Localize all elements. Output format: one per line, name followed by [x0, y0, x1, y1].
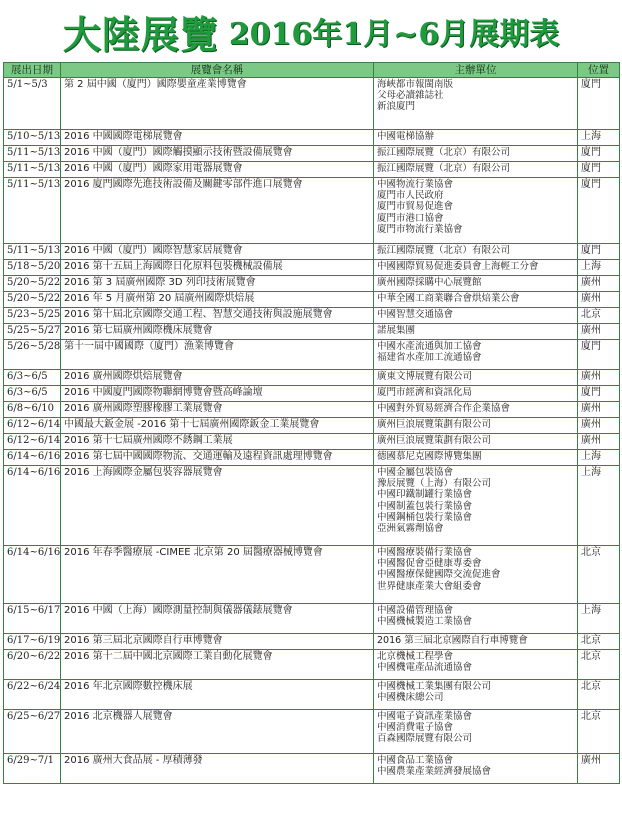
organizer-line: 中國農業產業經濟發展協會 [377, 766, 492, 778]
row-exhibition-name: 2016 第十屆北京國際交通工程、智慧交通技術與設施展覽會 [61, 308, 374, 324]
row-exhibition-name: 2016 第七屆廣州國際機床展覽會 [61, 324, 374, 340]
row-date: 6/12~6/14 [4, 418, 61, 434]
row-exhibition-name: 2016 廣州大食品展 - 厚積薄發 [61, 754, 374, 784]
row-location: 上海 [578, 466, 620, 546]
row-organizer [374, 634, 578, 650]
exhibition-table [3, 62, 620, 784]
organizer-line: 新浪廈門 [377, 101, 416, 113]
row-location: 北京 [578, 710, 620, 754]
page-title [0, 2, 622, 60]
row-exhibition-name: 2016 第十七屆廣州國際不銹鋼工業展 [61, 434, 374, 450]
table-row [4, 402, 620, 418]
row-organizer [374, 650, 578, 680]
row-date: 6/15~6/17 [4, 604, 61, 634]
header-loc: 位置 [578, 63, 620, 78]
row-date: 6/25~6/27 [4, 710, 61, 754]
row-organizer [374, 370, 578, 386]
row-organizer [374, 710, 578, 754]
row-organizer [374, 146, 578, 162]
table-row [4, 178, 620, 244]
organizer-line: 廣東文博展覽有限公司 [377, 371, 473, 382]
table-row [4, 292, 620, 308]
table-row [4, 308, 620, 324]
row-date: 5/11~5/13 [4, 162, 61, 178]
table-header-row [4, 63, 620, 78]
table-row [4, 604, 620, 634]
table-row [4, 244, 620, 260]
organizer-line: 海峽都市報閩南版 [377, 79, 454, 90]
row-date: 5/26~5/28 [4, 340, 61, 370]
organizer-line: 諾展集團 [377, 325, 416, 336]
table-row [4, 130, 620, 146]
table-row [4, 466, 620, 546]
row-date: 6/14~6/16 [4, 450, 61, 466]
organizer-line: 中國鋼桶包裝行業協會 [377, 511, 473, 523]
row-exhibition-name: 2016 中國國際電梯展覽會 [61, 130, 374, 146]
table-body [4, 78, 620, 784]
row-location: 廣州 [578, 370, 620, 386]
header-name: 展覽會名稱 [61, 63, 374, 78]
row-exhibition-name: 第 2 屆中國（廈門）國際嬰童產業博覽會 [61, 78, 374, 130]
row-date: 5/11~5/13 [4, 244, 61, 260]
row-date: 5/20~5/22 [4, 292, 61, 308]
row-exhibition-name: 2016 第十五屆上海國際日化原料包裝機械設備展 [61, 260, 374, 276]
row-date: 6/14~6/16 [4, 466, 61, 546]
table-row [4, 634, 620, 650]
organizer-line: 亞洲氣霧劑協會 [377, 523, 444, 535]
table-row [4, 340, 620, 370]
row-exhibition-name: 2016 廣州國際烘焙展覽會 [61, 370, 374, 386]
table-row [4, 370, 620, 386]
row-organizer [374, 450, 578, 466]
row-location: 北京 [578, 546, 620, 604]
table-row [4, 450, 620, 466]
row-exhibition-name: 2016 中國（廈門）國際家用電器展覽會 [61, 162, 374, 178]
row-exhibition-name: 2016 年北京國際數控機床展 [61, 680, 374, 710]
table-row [4, 680, 620, 710]
row-organizer [374, 244, 578, 260]
row-location: 上海 [578, 260, 620, 276]
row-exhibition-name: 2016 廣州國際塑膠橡膠工業展覽會 [61, 402, 374, 418]
row-organizer [374, 78, 578, 130]
row-exhibition-name: 第十一屆中國國際（廈門）漁業博覽會 [61, 340, 374, 370]
row-location: 廈門 [578, 386, 620, 402]
organizer-line: 振江國際展覽（北京）有限公司 [377, 147, 511, 158]
row-organizer [374, 680, 578, 710]
row-location: 上海 [578, 604, 620, 634]
row-location: 廈門 [578, 178, 620, 244]
row-location: 廣州 [578, 292, 620, 308]
organizer-line: 中國食品工業協會 [377, 755, 454, 766]
organizer-line: 中國物流行業協會 [377, 179, 454, 190]
organizer-line: 中國設備管理協會 [377, 605, 454, 616]
row-date: 5/1~5/3 [4, 78, 61, 130]
organizer-line: 中國醫療裝備行業協會 [377, 547, 473, 558]
organizer-line: 廈門市人民政府 [377, 190, 444, 202]
table-row [4, 260, 620, 276]
row-date: 5/23~5/25 [4, 308, 61, 324]
row-location: 廣州 [578, 754, 620, 784]
row-date: 6/29~7/1 [4, 754, 61, 784]
row-location: 廈門 [578, 244, 620, 260]
row-location: 廣州 [578, 418, 620, 434]
organizer-line: 中國水產流通與加工協會 [377, 341, 482, 352]
table-row [4, 162, 620, 178]
organizer-line: 中國機械工業集團有限公司 [377, 681, 492, 692]
organizer-line: 廈門市貿易促進會 [377, 201, 454, 213]
organizer-line: 豫辰展覽（上海）有限公司 [377, 478, 492, 490]
row-date: 6/8~6/10 [4, 402, 61, 418]
table-row [4, 650, 620, 680]
row-exhibition-name: 2016 中國（廈門）國際觸摸顯示技術暨設備展覽會 [61, 146, 374, 162]
row-organizer [374, 162, 578, 178]
row-date: 6/3~6/5 [4, 370, 61, 386]
row-exhibition-name: 2016 中國廈門國際物聯網博覽會暨高峰論壇 [61, 386, 374, 402]
organizer-line: 福建省水產加工流通協會 [377, 352, 482, 364]
organizer-line: 振江國際展覽（北京）有限公司 [377, 245, 511, 256]
row-exhibition-name: 2016 第三屆北京國際自行車博覽會 [61, 634, 374, 650]
organizer-line: 世界健康產業大會組委會 [377, 580, 482, 592]
organizer-line: 中國醫療保健國際交流促進會 [377, 569, 501, 581]
row-organizer [374, 466, 578, 546]
row-organizer [374, 324, 578, 340]
table-row [4, 386, 620, 402]
organizer-line: 廈門市物流行業協會 [377, 223, 463, 235]
organizer-line: 振江國際展覽（北京）有限公司 [377, 163, 511, 174]
row-location: 上海 [578, 130, 620, 146]
row-location: 廈門 [578, 340, 620, 370]
table-row [4, 754, 620, 784]
header-org: 主辦單位 [374, 63, 578, 78]
row-location: 廈門 [578, 162, 620, 178]
organizer-line: 中國機電產品流通協會 [377, 662, 473, 674]
row-location: 北京 [578, 634, 620, 650]
row-date: 6/17~6/19 [4, 634, 61, 650]
title-sub: 2016年1月~6月展期表 [228, 17, 560, 52]
table-row [4, 324, 620, 340]
table-row [4, 710, 620, 754]
row-location: 廣州 [578, 434, 620, 450]
organizer-line: 中國國際貿易促進委員會上海輕工分會 [377, 261, 539, 272]
row-date: 5/20~5/22 [4, 276, 61, 292]
row-exhibition-name: 2016 上海國際金屬包裝容器展覽會 [61, 466, 374, 546]
organizer-line: 廈門市經濟和資訊化局 [377, 387, 473, 398]
row-organizer [374, 260, 578, 276]
row-organizer [374, 340, 578, 370]
row-date: 6/3~6/5 [4, 386, 61, 402]
organizer-line: 中華全國工商業聯合會烘焙業公會 [377, 293, 520, 304]
organizer-line: 中國智慧交通協會 [377, 309, 454, 320]
organizer-line: 德國慕尼克國際博覽集團 [377, 451, 482, 462]
organizer-line: 中國對外貿易經濟合作企業協會 [377, 403, 511, 414]
row-location: 北京 [578, 680, 620, 710]
row-organizer [374, 130, 578, 146]
row-location: 廣州 [578, 276, 620, 292]
row-organizer [374, 292, 578, 308]
row-date: 5/18~5/20 [4, 260, 61, 276]
row-location: 廈門 [578, 146, 620, 162]
row-organizer [374, 546, 578, 604]
row-date: 5/25~5/27 [4, 324, 61, 340]
row-organizer [374, 434, 578, 450]
row-exhibition-name: 2016 中國（上海）國際測量控制與儀器儀錶展覽會 [61, 604, 374, 634]
table-row [4, 546, 620, 604]
row-exhibition-name: 2016 第 3 屆廣州國際 3D 列印技術展覽會 [61, 276, 374, 292]
row-organizer [374, 386, 578, 402]
row-exhibition-name: 2016 年春季醫療展 -CIMEE 北京第 20 屆醫療器械博覽會 [61, 546, 374, 604]
organizer-line: 中國醫促會亞健康專委會 [377, 558, 482, 570]
organizer-line: 父母必讀雜誌社 [377, 90, 444, 102]
row-organizer [374, 276, 578, 292]
organizer-line: 廣州巨浪展覽策劃有限公司 [377, 435, 492, 446]
row-exhibition-name: 2016 廈門國際先進技術設備及關鍵零部件進口展覽會 [61, 178, 374, 244]
organizer-line: 廣州巨浪展覽策劃有限公司 [377, 419, 492, 430]
organizer-line: 2016 第三屆北京國際自行車博覽會 [377, 635, 528, 646]
row-date: 6/14~6/16 [4, 546, 61, 604]
table-row [4, 146, 620, 162]
row-date: 5/11~5/13 [4, 146, 61, 162]
row-exhibition-name: 中國最大鈑金展 -2016 第十七屆廣州國際鈑金工業展覽會 [61, 418, 374, 434]
row-location: 上海 [578, 450, 620, 466]
row-exhibition-name: 2016 第十二屆中國北京國際工業自動化展覽會 [61, 650, 374, 680]
row-date: 6/20~6/22 [4, 650, 61, 680]
row-exhibition-name: 2016 北京機器人展覽會 [61, 710, 374, 754]
organizer-line: 中國電子資訊產業協會 [377, 711, 473, 722]
table-row [4, 276, 620, 292]
row-exhibition-name: 2016 中國（廈門）國際智慧家居展覽會 [61, 244, 374, 260]
table-row [4, 434, 620, 450]
organizer-line: 中國消費電子協會 [377, 722, 454, 734]
row-date: 5/11~5/13 [4, 178, 61, 244]
header-date: 展出日期 [4, 63, 61, 78]
row-location: 北京 [578, 650, 620, 680]
table-row [4, 418, 620, 434]
table-row [4, 78, 620, 130]
row-location: 廈門 [578, 78, 620, 130]
organizer-line: 中國制蓋包裝行業協會 [377, 500, 473, 512]
organizer-line: 中國機床總公司 [377, 692, 444, 704]
title-main: 大陸展覽 [62, 11, 219, 57]
row-organizer [374, 754, 578, 784]
organizer-line: 百森國際展覽有限公司 [377, 733, 473, 745]
row-date: 5/10~5/13 [4, 130, 61, 146]
organizer-line: 廈門市港口協會 [377, 212, 444, 224]
row-location: 北京 [578, 308, 620, 324]
organizer-line: 中國金屬包裝協會 [377, 467, 454, 478]
row-organizer [374, 402, 578, 418]
row-organizer [374, 308, 578, 324]
row-organizer [374, 178, 578, 244]
row-organizer [374, 418, 578, 434]
row-exhibition-name: 2016 第七屆中國國際物流、交通運輸及遠程資訊處理博覽會 [61, 450, 374, 466]
row-exhibition-name: 2016 年 5 月廣州第 20 屆廣州國際烘焙展 [61, 292, 374, 308]
row-date: 6/12~6/14 [4, 434, 61, 450]
row-location: 廣州 [578, 402, 620, 418]
organizer-line: 廣州國際採購中心展覽館 [377, 277, 482, 288]
row-organizer [374, 604, 578, 634]
organizer-line: 北京機械工程學會 [377, 651, 454, 662]
row-location: 廣州 [578, 324, 620, 340]
organizer-line: 中國印鐵制罐行業協會 [377, 489, 473, 501]
row-date: 6/22~6/24 [4, 680, 61, 710]
organizer-line: 中國機械製造工業協會 [377, 616, 473, 628]
organizer-line: 中國電梯協辦 [377, 131, 435, 142]
